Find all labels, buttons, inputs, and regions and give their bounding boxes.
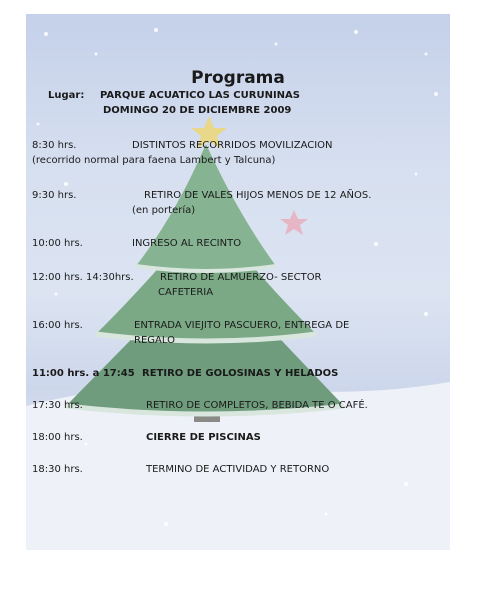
item-time: 16:00 hrs. [32, 320, 83, 331]
item-text-continued: (recorrido normal para faena Lambert y Talcuna) [32, 155, 276, 166]
item-time: 9:30 hrs. [32, 190, 77, 201]
item-text-continued: (en portería) [132, 205, 196, 216]
item-text: TERMINO DE ACTIVIDAD Y RETORNO [146, 464, 330, 475]
program-content [26, 14, 450, 550]
item-text: RETIRO DE VALES HIJOS MENOS DE 12 AÑOS. [144, 190, 372, 201]
item-time: 12:00 hrs. 14:30hrs. [32, 272, 134, 283]
item-text: RETIRO DE COMPLETOS, BEBIDA TE O CAFÉ. [146, 400, 368, 411]
item-text: RETIRO DE ALMUERZO- SECTOR [160, 272, 322, 283]
location-value: PARQUE ACUATICO LAS CURUNINAS [100, 90, 300, 101]
item-time: 18:30 hrs. [32, 464, 83, 475]
item-time: 17:30 hrs. [32, 400, 83, 411]
item-text: CIERRE DE PISCINAS [146, 432, 261, 443]
page-title: Programa [191, 68, 285, 88]
item-time: 10:00 hrs. [32, 238, 83, 249]
item-text-continued: CAFETERIA [158, 287, 214, 298]
event-date: DOMINGO 20 DE DICIEMBRE 2009 [103, 105, 292, 116]
item-text: RETIRO DE GOLOSINAS Y HELADOS [142, 368, 339, 379]
location-label: Lugar: [48, 90, 85, 101]
program-page [26, 14, 450, 550]
item-time: 11:00 hrs. a 17:45 [32, 368, 135, 379]
item-time: 18:00 hrs. [32, 432, 83, 443]
item-text: ENTRADA VIEJITO PASCUERO, ENTREGA DE [134, 320, 350, 331]
item-text: INGRESO AL RECINTO [132, 238, 242, 249]
item-text: DISTINTOS RECORRIDOS MOVILIZACION [132, 140, 333, 151]
item-text-continued: REGALO [134, 335, 175, 346]
item-time: 8:30 hrs. [32, 140, 77, 151]
